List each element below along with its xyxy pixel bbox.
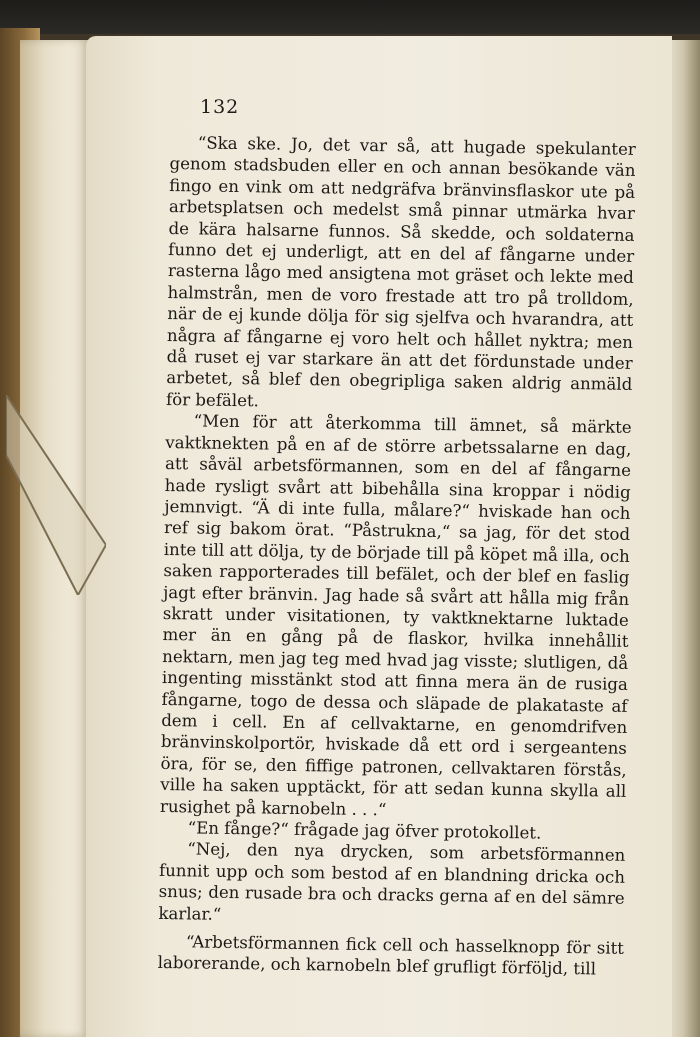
- paragraph: “Men för att återkomma till ämnet, så märkte vaktknekten på en af de större arbetssalarne en dag, att såväl arbetsförmannen, som en del af fångarne hade rysligt svårt att bibehålla sina kroppar i nödig jemnvigt. “Ä di inte fulla, målare?“ hviskade han och ref sig bakom örat. “Påstrukna,“ sa jag, för det stod inte till att dölja, ty de började till på köpet må illa, och saken rapporterades till befälet, och der blef en faslig jagt efter bränvin. Jag hade så svårt att hålla mig från skratt under visitationen, ty vaktknektarne luktade mer än en gång på de flaskor, hvilka innehållit nektarn, men jag teg med hvad jag visste; slutligen, då ingenting misstänkt stod att finna mera än de rusiga fångarne, togo de dessa och släpade de plakataste af dem i cell. En af cellvaktarne, en genomdrifven bränvinskolportör, hviskade då ett ord i sergeantens öra, för se, den fiffige patronen, cellvaktaren förstås, ville ha saken upptäckt, för att sedan kunna skylla all rusighet på karnobeln . . .“: [159, 411, 632, 819]
- paragraph: “Ska ske. Jo, det var så, att hugade spekulanter genom stadsbuden eller en och annan besökande vän fingo en vink om att nedgräfva bränvinsflaskor ute på arbetsplatsen och medelst små pinnar utmärka hvar de kära halsarne funnos. Så skedde, och soldaterna funno det ej underligt, att en del af fångarne under rasterna lågo med ansigtena mot gräset och lekte med halmstrån, men de voro frestade att tro på trolldom, när de ej kunde dölja för sig sjelfva och hvarandra, att några af fångarne ej voro helt och hållet nyktra; men då ruset ej var starkare än att det fördunstade under arbetet, så blef den obegripliga saken aldrig anmäld för befälet.: [165, 133, 636, 411]
- body-text: [158, 132, 636, 981]
- paragraph: “Arbetsförmannen fick cell och hasselknopp för sitt laborerande, och karnobeln blef grufligt förföljd, till: [157, 932, 625, 979]
- page-flap: [6, 395, 106, 595]
- book-cover-top: [0, 0, 700, 34]
- paragraph: “En fånge?“ frågade jag öfver protokollet.: [187, 818, 542, 843]
- page-number: 132: [200, 96, 240, 118]
- paragraph: “Nej, den nya drycken, som arbetsförmannen funnit upp och som bestod af en blandning dricka och snus; den rusade bra och dracks gerna af en del sämre karlar.“: [158, 839, 626, 924]
